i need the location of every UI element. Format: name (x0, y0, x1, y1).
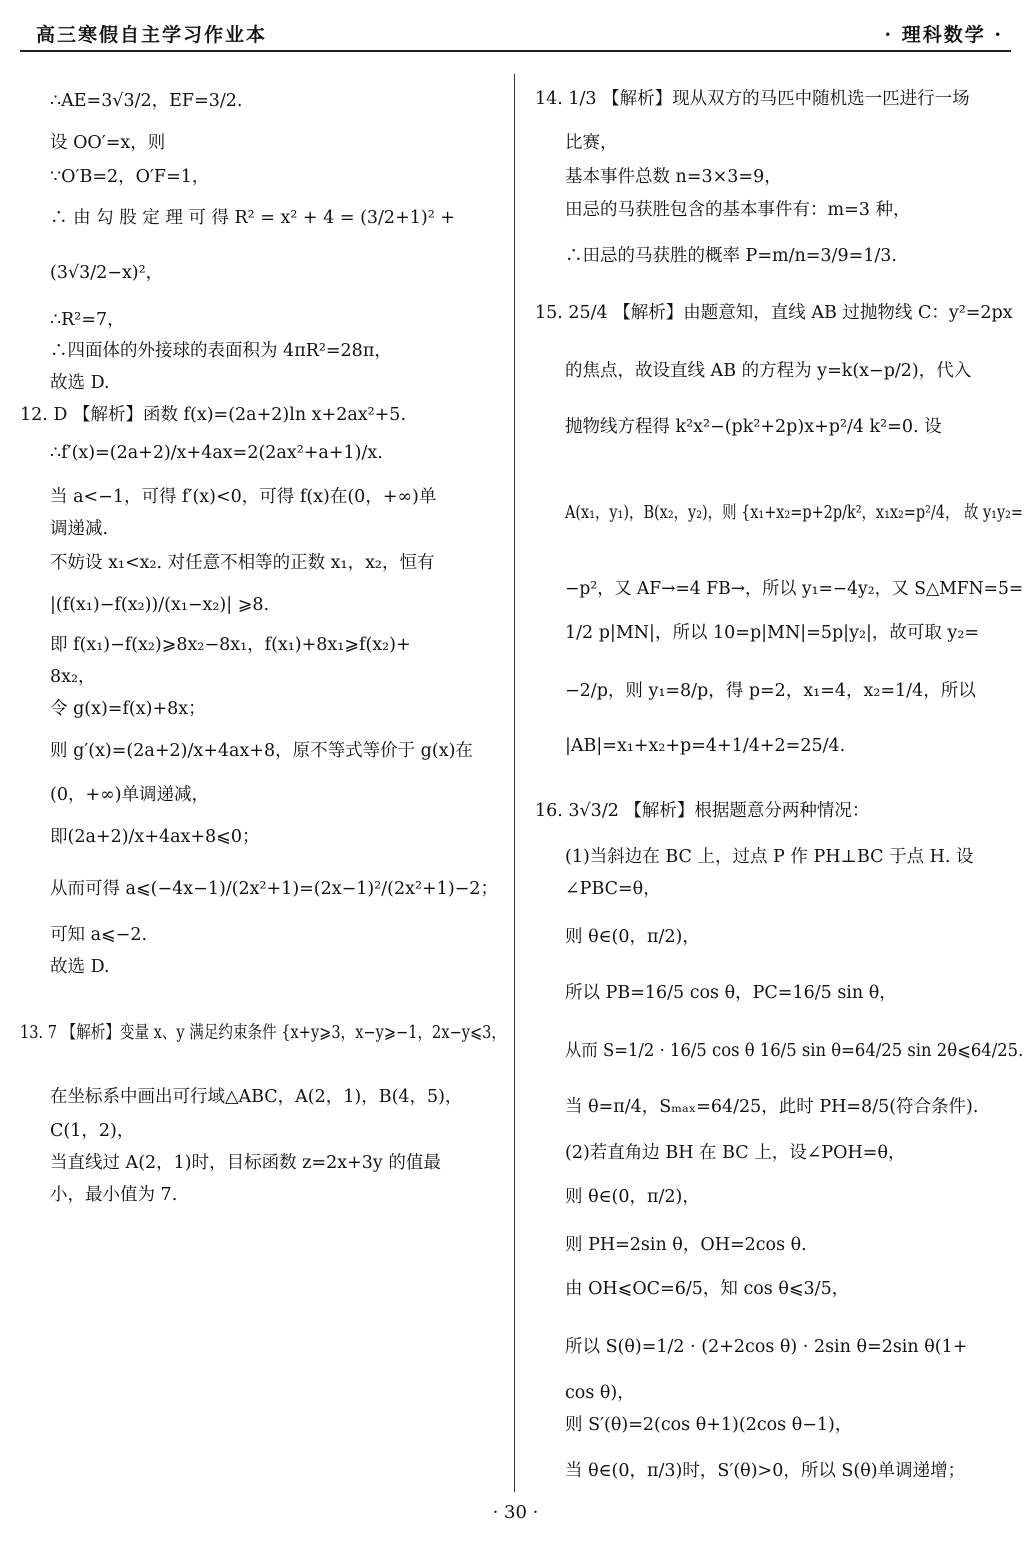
book-title: 高三寒假自主学习作业本 (36, 24, 268, 46)
text-line: 则 θ∈(0，π/2)， (565, 1187, 700, 1207)
text-line: 设 OO′=x，则 (50, 133, 166, 153)
text-line: 从而可得 a⩽(−4x−1)/(2x²+1)=(2x−1)²/(2x²+1)−2； (50, 879, 498, 899)
text-line: 比赛， (565, 133, 618, 153)
text-line: 即 f(x₁)−f(x₂)⩾8x₂−8x₁，f(x₁)+8x₁⩾f(x₂)+ (50, 635, 411, 655)
text-line: (3√3/2−x)²， (50, 263, 164, 283)
text-line: ∠PBC=θ， (565, 879, 661, 899)
text-line: 田忌的马获胜包含的基本事件有：m=3 种， (565, 200, 911, 220)
text-line: 1/2 p|MN|，所以 10=p|MN|=5p|y₂|，故可取 y₂= (565, 623, 979, 643)
text-line: 16. 3√3/2 【解析】根据题意分两种情况： (535, 801, 870, 821)
text-line: (1)当斜边在 BC 上，过点 P 作 PH⊥BC 于点 H. 设 (565, 847, 974, 867)
subject-title: · 理科数学 · (884, 24, 1003, 46)
text-line: −2/p，则 y₁=8/p，得 p=2，x₁=4，x₂=1/4，所以 (565, 681, 976, 701)
text-line: 故选 D. (50, 957, 110, 977)
text-line: 8x₂， (50, 667, 96, 687)
text-line: 不妨设 x₁<x₂. 对任意不相等的正数 x₁，x₂，恒有 (50, 553, 435, 573)
text-line: 基本事件总数 n=3×3=9， (565, 167, 782, 187)
text-line: ∴ 由 勾 股 定 理 可 得 R² = x² + 4 = (3/2+1)² + (50, 208, 455, 228)
text-line: 所以 S(θ)=1/2 · (2+2cos θ) · 2sin θ=2sin θ(1+ (565, 1337, 968, 1357)
text-line: ∴f′(x)=(2a+2)/x+4ax=2(2ax²+a+1)/x. (50, 443, 383, 463)
text-line: 小，最小值为 7. (50, 1185, 178, 1205)
page-header (20, 14, 1011, 52)
text-line: 调递减. (50, 519, 109, 539)
text-line: 由 OH⩽OC=6/5，知 cos θ⩽3/5， (565, 1279, 850, 1299)
text-line: cos θ)， (565, 1383, 635, 1403)
text-line: |(f(x₁)−f(x₂))/(x₁−x₂)| ⩾8. (50, 595, 270, 615)
text-line: ∴AE=3√3/2，EF=3/2. (50, 91, 243, 111)
text-line: 当 θ=π/4，Sₘₐₓ=64/25，此时 PH=8/5(符合条件). (565, 1097, 979, 1117)
page-number: · 30 · (492, 1502, 539, 1523)
text-line: 故选 D. (50, 373, 110, 393)
text-line: 从而 S=1/2 · 16/5 cos θ 16/5 sin θ=64/25 sin 2θ⩽64/25. (565, 1041, 1024, 1061)
text-line: |AB|=x₁+x₂+p=4+1/4+2=25/4. (565, 736, 846, 756)
column-divider (514, 74, 515, 1492)
text-line: C(1，2)， (50, 1121, 135, 1141)
text-line: 12. D 【解析】函数 f(x)=(2a+2)ln x+2ax²+5. (20, 405, 407, 425)
text-line: ∴田忌的马获胜的概率 P=m/n=3/9=1/3. (565, 246, 897, 266)
text-line: 的焦点，故设直线 AB 的方程为 y=k(x−p/2)，代入 (565, 361, 972, 381)
text-line: 当 a<−1，可得 f′(x)<0，可得 f(x)在(0，+∞)单 (50, 487, 437, 507)
text-line: A(x₁，y₁)，B(x₂，y₂)，则 {x₁+x₂=p+2p/k²，x₁x₂=p²/4， 故 y₁y₂= (565, 503, 1024, 523)
text-line: 则 S′(θ)=2(cos θ+1)(2cos θ−1)， (565, 1415, 853, 1435)
text-line: 14. 1/3 【解析】现从双方的马匹中随机选一匹进行一场 (535, 89, 970, 109)
text-line: ∴四面体的外接球的表面积为 4πR²=28π， (50, 341, 392, 361)
text-line: 13. 7 【解析】变量 x、y 满足约束条件 {x+y⩾3，x−y⩾−1，2x−y⩽3， (20, 1023, 506, 1043)
text-line: 可知 a⩽−2. (50, 925, 148, 945)
text-line: ∴R²=7， (50, 310, 125, 330)
text-line: 则 g′(x)=(2a+2)/x+4ax+8，原不等式等价于 g(x)在 (50, 741, 473, 761)
text-line: 则 PH=2sin θ，OH=2cos θ. (565, 1235, 807, 1255)
text-line: 抛物线方程得 k²x²−(pk²+2p)x+p²/4 k²=0. 设 (565, 417, 942, 437)
text-line: 则 θ∈(0，π/2)， (565, 927, 700, 947)
text-line: 所以 PB=16/5 cos θ，PC=16/5 sin θ， (565, 983, 897, 1003)
text-line: 15. 25/4 【解析】由题意知，直线 AB 过抛物线 C：y²=2px (535, 303, 1013, 323)
text-line: (0，+∞)单调递减， (50, 785, 210, 805)
text-line: (2)若直角边 BH 在 BC 上，设∠POH=θ， (565, 1143, 906, 1163)
text-line: 在坐标系中画出可行域△ABC，A(2，1)，B(4，5)， (50, 1087, 463, 1107)
text-line: 令 g(x)=f(x)+8x； (50, 699, 206, 719)
text-line: 当 θ∈(0，π/3)时，S′(θ)>0，所以 S(θ)单调递增； (565, 1461, 966, 1481)
text-line: ∵O′B=2，O′F=1， (50, 167, 210, 187)
text-line: 即(2a+2)/x+4ax+8⩽0； (50, 827, 260, 847)
text-line: −p²，又 AF→=4 FB→，所以 y₁=−4y₂，又 S△MFN=5= (565, 579, 1024, 599)
text-line: 当直线过 A(2，1)时，目标函数 z=2x+3y 的值最 (50, 1153, 441, 1173)
